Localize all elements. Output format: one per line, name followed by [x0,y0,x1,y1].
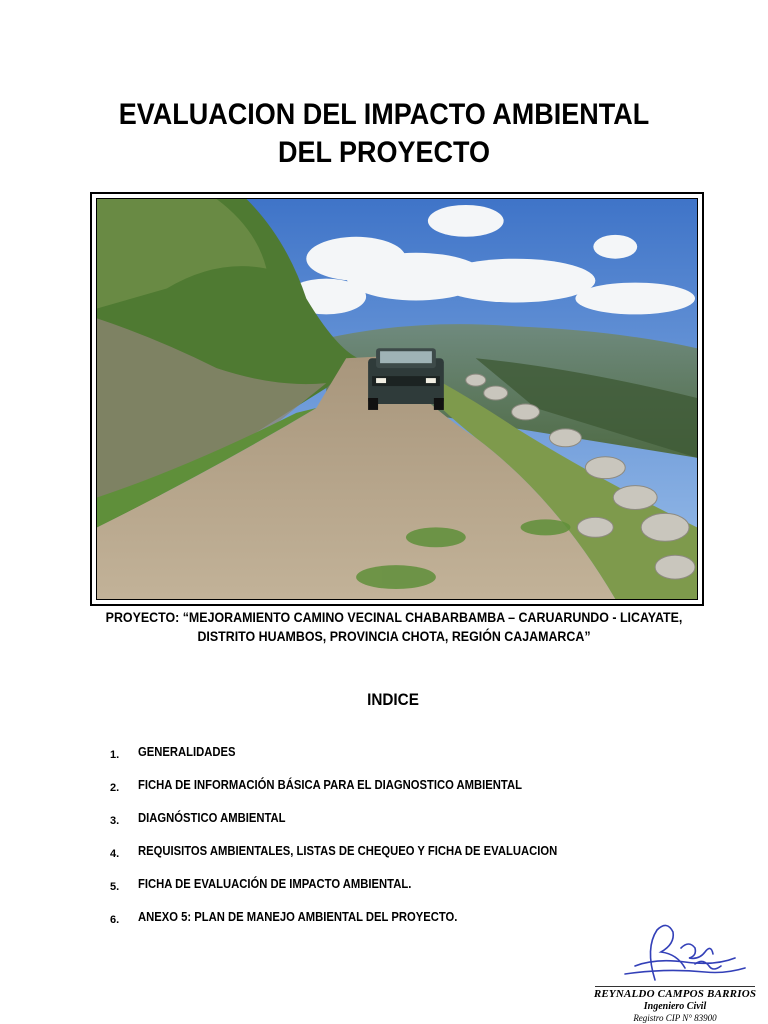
project-photo-frame [90,192,704,606]
index-item-text: FICHA DE EVALUACIÓN DE IMPACTO AMBIENTAL. [138,877,412,891]
index-item-number: 2. [110,782,120,794]
signature-line [595,986,755,987]
document-title [38,96,729,172]
index-item-5 [110,874,670,907]
index-item-number: 4. [110,848,120,860]
index-item-2 [110,775,670,808]
index-item-number: 1. [110,749,120,761]
index-item-number: 5. [110,881,120,893]
index-item-1 [110,742,670,775]
index-item-number: 6. [110,914,120,926]
index-list [110,742,670,940]
project-caption-line-2: DISTRITO HUAMBOS, PROVINCIA CHOTA, REGIÓN CAJAMARCA” [197,629,591,644]
project-caption [87,608,702,646]
index-item-text: DIAGNÓSTICO AMBIENTAL [138,811,286,825]
title-line-2: DEL PROYECTO [277,136,491,169]
index-item-3 [110,808,670,841]
road-photo [96,198,698,600]
index-item-4 [110,841,670,874]
signer-role: Ingeniero Civil [643,1001,707,1012]
signer-name: REYNALDO CAMPOS BARRIOS [593,988,757,1000]
title-line-1: EVALUACION DEL IMPACTO AMBIENTAL [118,98,650,131]
index-item-text: ANEXO 5: PLAN DE MANEJO AMBIENTAL DEL PROYECTO. [138,910,458,924]
index-item-number: 3. [110,815,120,827]
signature-block [585,918,765,1022]
project-caption-line-1: PROYECTO: “MEJORAMIENTO CAMINO VECINAL CHABARBAMBA – CARUARUNDO - LICAYATE, [105,610,683,625]
index-item-text: FICHA DE INFORMACIÓN BÁSICA PARA EL DIAGNOSTICO AMBIENTAL [138,778,522,792]
signature-scribble-icon [585,918,765,988]
index-item-text: REQUISITOS AMBIENTALES, LISTAS DE CHEQUEO Y FICHA DE EVALUACION [138,844,558,858]
index-item-text: GENERALIDADES [138,745,236,759]
signer-registry: Registro CIP N° 83900 [633,1013,717,1023]
index-heading: INDICE [367,690,419,709]
truck-icon [368,348,444,410]
